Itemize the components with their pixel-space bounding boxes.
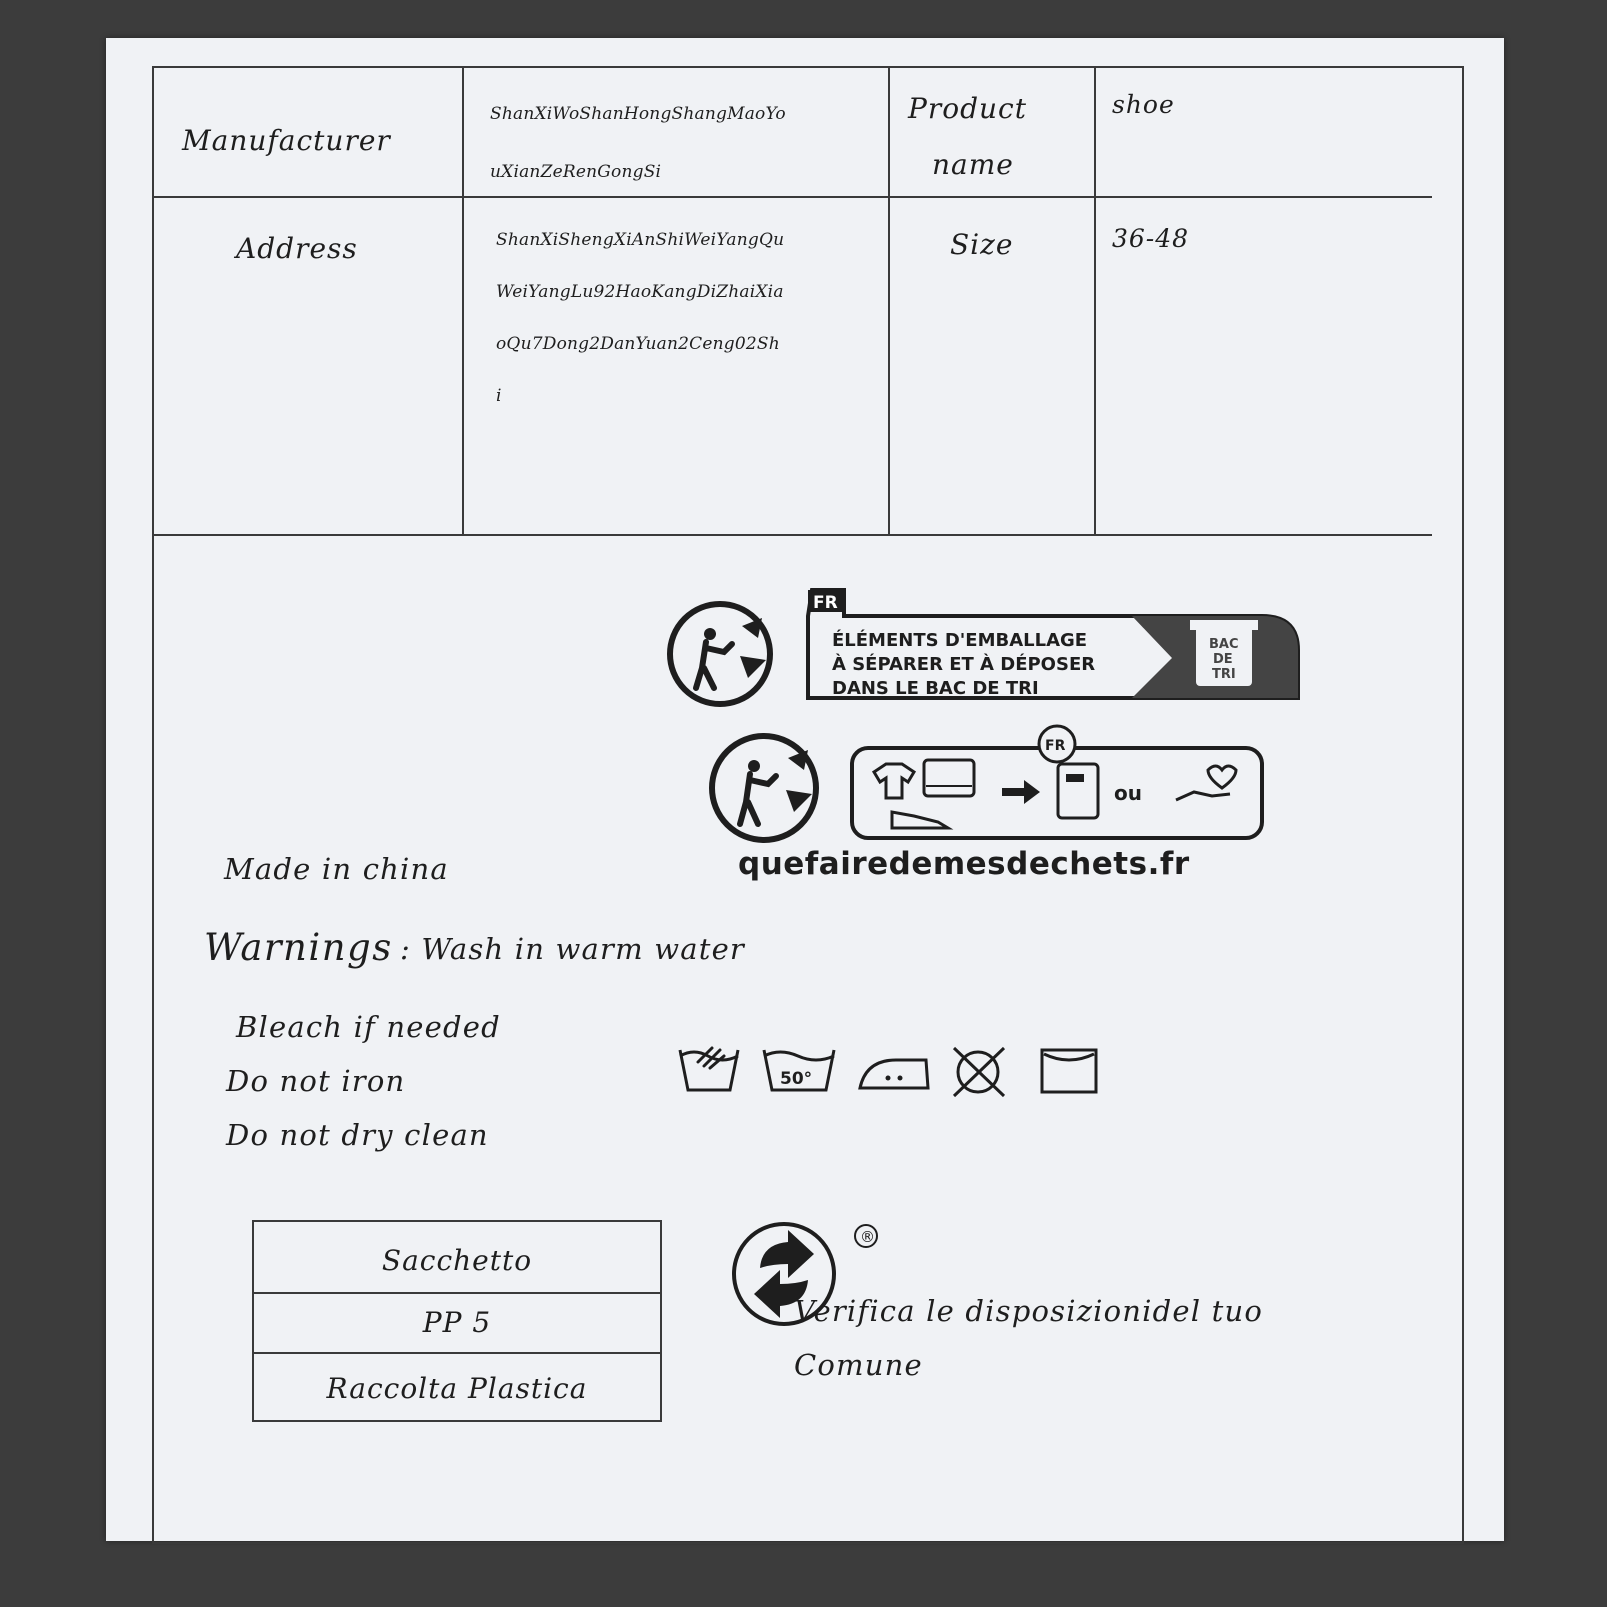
recycling-person-icon: [712, 736, 816, 840]
svg-text:BAC: BAC: [1209, 637, 1239, 652]
fr-badge: FR: [1045, 738, 1066, 754]
collection-box-icon: [1058, 764, 1098, 818]
manufacturer-value: ShanXiWoShanHongShangMaoYo: [490, 104, 786, 124]
svg-text:TRI: TRI: [1212, 667, 1236, 682]
warnings-text: : Wash in warm water: [400, 932, 745, 966]
care-symbols: [674, 1028, 1124, 1098]
wash-50-icon: [764, 1050, 834, 1090]
arrow-icon: [1002, 780, 1040, 804]
warning-line: Do not iron: [226, 1064, 406, 1098]
address-line: i: [496, 386, 502, 406]
shoe-icon: [892, 812, 948, 828]
triman-text-line: ÉLÉMENTS D'EMBALLAGE: [832, 630, 1088, 651]
website-text: quefairedemesdechets.fr: [738, 846, 1190, 882]
packaging-row-divider: [254, 1352, 660, 1354]
or-text: ou: [1114, 781, 1142, 805]
address-label: Address: [236, 232, 358, 265]
svg-text:50°: 50°: [780, 1069, 813, 1089]
recycling-person-icon: [670, 604, 770, 704]
registered-mark: ®: [860, 1228, 875, 1246]
no-dry-clean-icon: [954, 1048, 1004, 1096]
svg-text:DE: DE: [1213, 652, 1233, 667]
address-line: WeiYangLu92HaoKangDiZhaiXia: [496, 282, 784, 302]
table-bottom-divider: [154, 534, 1432, 536]
product-name-value: shoe: [1112, 90, 1175, 119]
packaging-table: [252, 1220, 662, 1422]
label-frame: [152, 66, 1464, 1544]
triman-text-line: DANS LE BAC DE TRI: [832, 678, 1039, 699]
manufacturer-value-cont: uXianZeRenGongSi: [490, 162, 662, 182]
table-col-divider: [888, 68, 890, 536]
packaging-row: Sacchetto: [381, 1244, 533, 1277]
towel-icon: [924, 760, 974, 796]
tshirt-icon: [874, 764, 914, 798]
address-line: ShanXiShengXiAnShiWeiYangQu: [496, 230, 785, 250]
iron-icon: [860, 1060, 928, 1088]
tumble-dry-icon: [1042, 1050, 1096, 1092]
table-row-divider: [154, 196, 1432, 198]
origin-text: Made in china: [224, 852, 449, 886]
table-col-divider: [462, 68, 464, 536]
warning-line: Do not dry clean: [226, 1118, 489, 1152]
fr-badge: FR: [813, 593, 838, 613]
manufacturer-label: Manufacturer: [182, 124, 391, 157]
packaging-row: PP 5: [422, 1306, 492, 1339]
hand-wash-icon: [680, 1048, 738, 1090]
triman-textile-logo: [702, 716, 1282, 846]
triman-text-line: À SÉPARER ET À DÉPOSER: [832, 654, 1096, 675]
product-name-label-cont: name: [932, 148, 1014, 181]
triman-packaging-logo: [662, 586, 1302, 716]
table-col-divider: [1094, 68, 1096, 536]
donation-hand-icon: [1176, 766, 1236, 800]
green-dot-text-cont: Comune: [794, 1348, 923, 1382]
product-label: [106, 38, 1504, 1541]
warnings-title: Warnings: [204, 926, 393, 969]
address-line: oQu7Dong2DanYuan2Ceng02Sh: [496, 334, 780, 354]
size-value: 36-48: [1112, 224, 1190, 253]
product-name-label: Product: [908, 92, 1027, 125]
size-label: Size: [950, 228, 1014, 261]
packaging-row-divider: [254, 1292, 660, 1294]
warning-line: Bleach if needed: [236, 1010, 501, 1044]
packaging-row: Raccolta Plastica: [326, 1372, 588, 1405]
green-dot-text: Verifica le disposizionidel tuo: [794, 1294, 1264, 1328]
recycling-bin-icon: [1190, 620, 1258, 686]
